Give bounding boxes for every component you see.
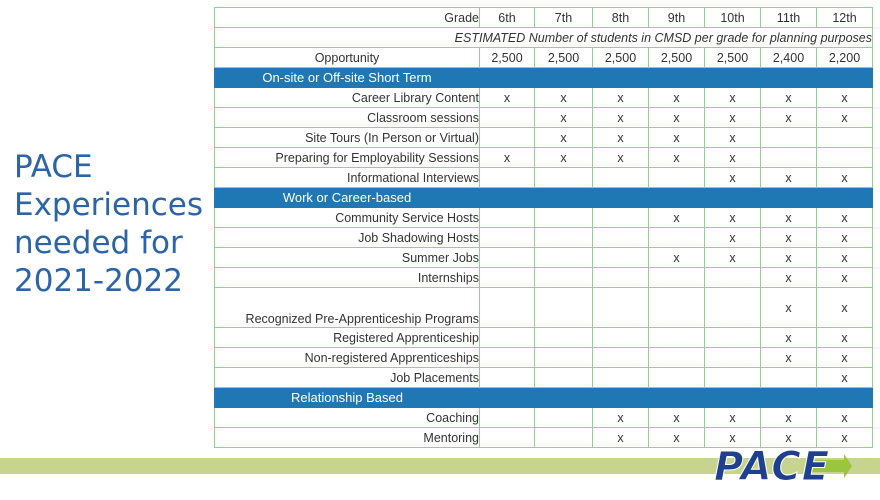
empty-cell xyxy=(535,348,593,368)
grade-mark: x xyxy=(649,248,705,268)
grade-mark: x xyxy=(480,88,535,108)
section-title: Relationship Based xyxy=(215,388,480,408)
student-count: 2,500 xyxy=(649,48,705,68)
section-header-row xyxy=(215,188,873,208)
pace-logo-graphic xyxy=(712,440,852,488)
empty-cell xyxy=(649,228,705,248)
section-header-cell xyxy=(535,188,593,208)
opportunity-label: Summer Jobs xyxy=(215,248,480,268)
grade-mark: x xyxy=(593,428,649,448)
empty-cell xyxy=(480,328,535,348)
empty-cell xyxy=(649,348,705,368)
section-header-cell xyxy=(761,388,817,408)
grade-mark: x xyxy=(761,168,817,188)
opportunity-label: Coaching xyxy=(215,408,480,428)
grade-mark: x xyxy=(817,168,873,188)
section-header-cell xyxy=(593,68,649,88)
grade-header-row xyxy=(215,8,873,28)
empty-cell xyxy=(593,368,649,388)
empty-cell xyxy=(593,348,649,368)
empty-cell xyxy=(761,128,817,148)
opportunity-label: Job Placements xyxy=(215,368,480,388)
grade-12th: 12th xyxy=(817,8,873,28)
empty-cell xyxy=(705,268,761,288)
grade-mark: x xyxy=(480,148,535,168)
opportunity-label: Classroom sessions xyxy=(215,108,480,128)
title-line: Experiences xyxy=(14,187,204,223)
grade-mark: x xyxy=(593,108,649,128)
opportunity-label: Informational Interviews xyxy=(215,168,480,188)
slide-title xyxy=(14,148,214,300)
opportunity-row xyxy=(215,208,873,228)
grade-mark: x xyxy=(705,408,761,428)
empty-cell xyxy=(535,268,593,288)
empty-cell xyxy=(480,168,535,188)
empty-cell xyxy=(480,268,535,288)
section-header-cell xyxy=(761,68,817,88)
grade-mark: x xyxy=(761,428,817,448)
empty-cell xyxy=(480,108,535,128)
empty-cell xyxy=(649,168,705,188)
grade-mark: x xyxy=(649,128,705,148)
empty-cell xyxy=(535,328,593,348)
opportunity-row xyxy=(215,248,873,268)
student-count: 2,400 xyxy=(761,48,817,68)
grade-mark: x xyxy=(705,128,761,148)
grade-mark: x xyxy=(705,88,761,108)
empty-cell xyxy=(593,248,649,268)
opportunity-label: Non-registered Apprenticeships xyxy=(215,348,480,368)
title-line: 2021-2022 xyxy=(14,263,183,299)
empty-cell xyxy=(535,168,593,188)
title-line: PACE xyxy=(14,149,93,185)
grade-mark: x xyxy=(817,328,873,348)
empty-cell xyxy=(649,368,705,388)
grade-mark: x xyxy=(593,128,649,148)
opportunity-row xyxy=(215,368,873,388)
section-header-cell xyxy=(705,388,761,408)
empty-cell xyxy=(705,288,761,328)
empty-cell xyxy=(480,128,535,148)
empty-cell xyxy=(535,228,593,248)
opportunity-row xyxy=(215,328,873,348)
grade-mark: x xyxy=(761,228,817,248)
title-line: needed for xyxy=(14,225,183,261)
empty-cell xyxy=(705,348,761,368)
opportunity-label: Mentoring xyxy=(215,428,480,448)
grade-mark: x xyxy=(649,408,705,428)
section-header-cell xyxy=(535,388,593,408)
opportunity-label: Recognized Pre-Apprenticeship Programs xyxy=(215,288,480,328)
empty-cell xyxy=(535,288,593,328)
section-header-cell xyxy=(593,388,649,408)
empty-cell xyxy=(480,428,535,448)
grade-8th: 8th xyxy=(593,8,649,28)
opportunity-row xyxy=(215,128,873,148)
grade-mark: x xyxy=(817,88,873,108)
empty-cell xyxy=(705,368,761,388)
empty-cell xyxy=(535,208,593,228)
grade-mark: x xyxy=(761,248,817,268)
empty-cell xyxy=(535,248,593,268)
student-count: 2,500 xyxy=(593,48,649,68)
grade-mark: x xyxy=(705,168,761,188)
grade-mark: x xyxy=(705,248,761,268)
empty-cell xyxy=(817,148,873,168)
empty-cell xyxy=(705,328,761,348)
opportunity-label: Opportunity xyxy=(215,48,480,68)
grade-mark: x xyxy=(535,148,593,168)
section-header-cell xyxy=(649,188,705,208)
section-header-cell xyxy=(817,188,873,208)
opportunity-label: Registered Apprenticeship xyxy=(215,328,480,348)
student-count: 2,500 xyxy=(705,48,761,68)
section-header-cell xyxy=(480,188,535,208)
grade-mark: x xyxy=(761,88,817,108)
section-header-cell xyxy=(761,188,817,208)
student-count: 2,200 xyxy=(817,48,873,68)
grade-mark: x xyxy=(649,108,705,128)
empty-cell xyxy=(593,228,649,248)
opportunity-label: Site Tours (In Person or Virtual) xyxy=(215,128,480,148)
empty-cell xyxy=(649,328,705,348)
empty-cell xyxy=(761,148,817,168)
student-count: 2,500 xyxy=(535,48,593,68)
grade-mark: x xyxy=(817,428,873,448)
empty-cell xyxy=(649,268,705,288)
empty-cell xyxy=(593,268,649,288)
empty-cell xyxy=(649,288,705,328)
grade-mark: x xyxy=(761,268,817,288)
empty-cell xyxy=(817,128,873,148)
grade-mark: x xyxy=(705,428,761,448)
empty-cell xyxy=(480,248,535,268)
grade-10th: 10th xyxy=(705,8,761,28)
section-header-cell xyxy=(480,388,535,408)
grade-mark: x xyxy=(761,348,817,368)
section-header-row xyxy=(215,388,873,408)
grade-mark: x xyxy=(761,288,817,328)
grade-mark: x xyxy=(649,208,705,228)
grade-7th: 7th xyxy=(535,8,593,28)
section-title: Work or Career-based xyxy=(215,188,480,208)
section-title: On-site or Off-site Short Term xyxy=(215,68,480,88)
grade-mark: x xyxy=(817,408,873,428)
empty-cell xyxy=(480,228,535,248)
opportunity-row xyxy=(215,348,873,368)
empty-cell xyxy=(480,208,535,228)
grade-mark: x xyxy=(649,148,705,168)
opportunity-row xyxy=(215,108,873,128)
opportunity-row xyxy=(215,88,873,108)
section-header-cell xyxy=(649,388,705,408)
opportunity-label: Job Shadowing Hosts xyxy=(215,228,480,248)
grade-mark: x xyxy=(649,428,705,448)
empty-cell xyxy=(480,348,535,368)
section-header-cell xyxy=(480,68,535,88)
grade-mark: x xyxy=(817,108,873,128)
grade-mark: x xyxy=(761,108,817,128)
grade-mark: x xyxy=(817,368,873,388)
opportunity-label: Internships xyxy=(215,268,480,288)
section-header-cell xyxy=(817,68,873,88)
section-header-row xyxy=(215,68,873,88)
opportunity-row xyxy=(215,268,873,288)
grade-mark: x xyxy=(761,408,817,428)
empty-cell xyxy=(535,368,593,388)
grade-6th: 6th xyxy=(480,8,535,28)
empty-cell xyxy=(593,328,649,348)
section-header-cell xyxy=(535,68,593,88)
pace-logo xyxy=(712,440,852,488)
section-header-cell xyxy=(705,68,761,88)
grade-mark: x xyxy=(705,228,761,248)
empty-cell xyxy=(593,208,649,228)
grade-mark: x xyxy=(817,248,873,268)
grade-mark: x xyxy=(817,228,873,248)
empty-cell xyxy=(480,408,535,428)
grade-mark: x xyxy=(705,108,761,128)
empty-cell xyxy=(480,288,535,328)
opportunity-row xyxy=(215,408,873,428)
student-count-row xyxy=(215,48,873,68)
opportunity-row xyxy=(215,288,873,328)
estimate-note-row xyxy=(215,28,873,48)
opportunity-label: Career Library Content xyxy=(215,88,480,108)
grade-mark: x xyxy=(817,288,873,328)
grade-mark: x xyxy=(649,88,705,108)
section-header-cell xyxy=(593,188,649,208)
grade-mark: x xyxy=(705,208,761,228)
grade-9th: 9th xyxy=(649,8,705,28)
section-header-cell xyxy=(817,388,873,408)
empty-cell xyxy=(535,428,593,448)
grade-11th: 11th xyxy=(761,8,817,28)
grade-mark: x xyxy=(817,208,873,228)
empty-cell xyxy=(480,368,535,388)
opportunity-row xyxy=(215,148,873,168)
student-count: 2,500 xyxy=(480,48,535,68)
empty-cell xyxy=(593,168,649,188)
grade-mark: x xyxy=(593,408,649,428)
experiences-table xyxy=(214,7,873,448)
grade-mark: x xyxy=(535,128,593,148)
opportunity-row xyxy=(215,228,873,248)
grade-mark: x xyxy=(593,148,649,168)
opportunity-row xyxy=(215,168,873,188)
grade-mark: x xyxy=(817,268,873,288)
logo-text: PACE xyxy=(714,444,831,488)
grade-mark: x xyxy=(535,108,593,128)
opportunity-label: Preparing for Employability Sessions xyxy=(215,148,480,168)
empty-cell xyxy=(593,288,649,328)
estimate-note: ESTIMATED Number of students in CMSD per grade for planning purposes xyxy=(215,28,873,48)
grade-mark: x xyxy=(817,348,873,368)
section-header-cell xyxy=(705,188,761,208)
grade-label: Grade xyxy=(215,8,480,28)
grade-mark: x xyxy=(761,208,817,228)
grade-mark: x xyxy=(705,148,761,168)
grade-mark: x xyxy=(761,328,817,348)
grade-mark: x xyxy=(535,88,593,108)
empty-cell xyxy=(535,408,593,428)
grade-mark: x xyxy=(593,88,649,108)
opportunity-label: Community Service Hosts xyxy=(215,208,480,228)
section-header-cell xyxy=(649,68,705,88)
empty-cell xyxy=(761,368,817,388)
